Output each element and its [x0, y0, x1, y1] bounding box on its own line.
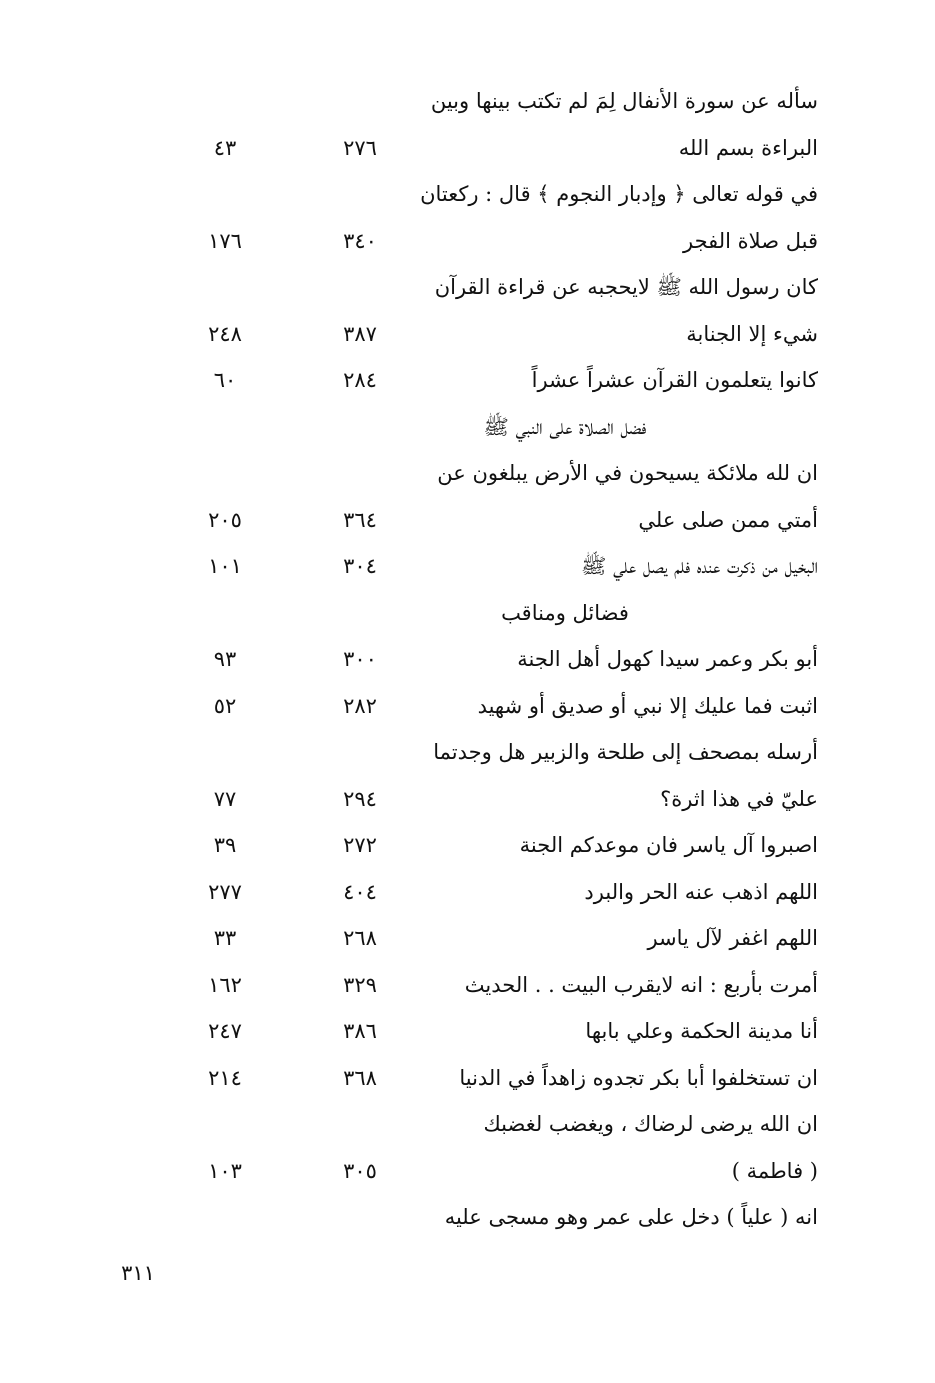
entry-page-ref: ٢٩٤: [343, 786, 377, 811]
entry-page-ref: ٣٦٨: [343, 1065, 377, 1090]
index-row: [0, 729, 935, 775]
entry-text: كان رسول الله ﷺ لايحجبه عن قراءة القرآن: [434, 275, 818, 299]
entry-hadith-number: ١٧٦: [208, 228, 242, 253]
index-row: [0, 78, 935, 124]
page-number: ٣١١: [121, 1261, 155, 1285]
index-row: [0, 125, 935, 171]
entry-text: انه ( علياً ) دخل على عمر وهو مسجى عليه: [444, 1205, 818, 1229]
entry-text: أبو بكر وعمر سيدا كهول أهل الجنة: [517, 647, 818, 671]
entry-hadith-number: ٢٠٥: [208, 507, 242, 532]
entry-hadith-number: ٦٠: [213, 368, 237, 392]
entry-hadith-number: ١٠١: [208, 554, 242, 578]
index-row: [0, 450, 935, 496]
entry-text: أمرت بأربع : انه لايقرب البيت . . الحديث: [464, 972, 818, 997]
entry-text: ان لله ملائكة يسيحون في الأرض يبلغون عن: [437, 461, 818, 485]
entry-page-ref: ٣٨٦: [343, 1019, 377, 1043]
entry-hadith-number: ٩٣: [213, 647, 237, 671]
index-row: [0, 683, 935, 729]
entry-page-ref: ٣٠٠: [343, 647, 377, 671]
entry-hadith-number: ٢٧٧: [208, 879, 242, 904]
index-row: [0, 497, 935, 543]
index-row: [0, 1148, 935, 1194]
entry-page-ref: ٢٧٦: [343, 135, 377, 160]
entry-text: اللهم اغفر لآل ياسر: [647, 926, 818, 950]
index-row: [0, 311, 935, 357]
index-row: [0, 218, 935, 264]
entry-hadith-number: ٢١٤: [208, 1065, 242, 1090]
index-row: [0, 776, 935, 822]
entry-hadith-number: ٤٣: [213, 135, 237, 160]
entry-hadith-number: ١٦٢: [208, 972, 242, 997]
entry-text: سأله عن سورة الأنفال لِمَ لم تكتب بينها وبين: [430, 89, 818, 113]
entry-hadith-number: ٢٤٨: [208, 321, 242, 346]
entry-text: قبل صلاة الفجر: [683, 228, 818, 253]
entry-text: البخيل من ذكرت عنده فلم يصل علي ﷺ: [581, 554, 818, 578]
entry-text: أرسله بمصحف إلى طلحة والزبير هل وجدتما: [433, 740, 818, 764]
entry-page-ref: ٣٠٤: [343, 554, 377, 578]
entry-text: اصبروا آل ياسر فان موعدكم الجنة: [519, 833, 818, 857]
entry-text: عليّ في هذا اثرة؟: [660, 786, 818, 811]
entry-page-ref: ٤٠٤: [343, 879, 377, 904]
index-row: [0, 915, 935, 961]
section-heading-row: [0, 404, 935, 450]
entry-page-ref: ٣٢٩: [343, 972, 377, 997]
entry-hadith-number: ٢٤٧: [208, 1019, 242, 1043]
entry-text: البراءة بسم الله: [678, 135, 818, 160]
index-row: [0, 543, 935, 589]
entry-page-ref: ٢٧٢: [343, 833, 377, 857]
entry-hadith-number: ١٠٣: [208, 1158, 242, 1183]
entry-text: في قوله تعالى ﴿ وإدبار النجوم ﴾ قال : ركعتان: [420, 182, 818, 206]
index-row: [0, 1194, 935, 1240]
section-heading-row: [0, 590, 935, 636]
entry-text: اللهم اذهب عنه الحر والبرد: [584, 879, 818, 904]
entry-page-ref: ٣٤٠: [343, 228, 377, 253]
entry-text: اثبت فما عليك إلا نبي أو صديق أو شهيد: [477, 693, 818, 718]
index-row: [0, 1008, 935, 1054]
index-row: [0, 962, 935, 1008]
entry-text: ان الله يرضى لرضاك ، ويغضب لغضبك: [483, 1112, 818, 1136]
entry-page-ref: ٢٦٨: [343, 926, 377, 950]
entry-hadith-number: ٧٧: [213, 786, 237, 811]
index-row: [0, 636, 935, 682]
index-row: [0, 357, 935, 403]
entry-page-ref: ٣٠٥: [343, 1158, 377, 1183]
entry-text: كانوا يتعلمون القرآن عشراً عشراً: [531, 368, 818, 392]
index-row: [0, 822, 935, 868]
entry-hadith-number: ٣٩: [213, 833, 237, 857]
entry-text: أنا مدينة الحكمة وعلي بابها: [585, 1019, 818, 1043]
entry-page-ref: ٢٨٢: [343, 693, 377, 718]
index-row: [0, 1101, 935, 1147]
index-row: [0, 171, 935, 217]
entry-page-ref: ٣٨٧: [343, 321, 377, 346]
section-heading: فضل الصلاة على النبي ﷺ: [483, 414, 647, 439]
index-row: [0, 264, 935, 310]
entry-hadith-number: ٣٣: [213, 926, 237, 950]
entry-text: شيء إلا الجنابة: [686, 321, 818, 346]
entry-text: ( فاطمة ): [731, 1158, 818, 1183]
entry-page-ref: ٢٨٤: [343, 368, 377, 392]
entry-hadith-number: ٥٢: [213, 693, 237, 718]
index-row: [0, 1055, 935, 1101]
section-heading: فضائل ومناقب: [501, 600, 629, 625]
entry-page-ref: ٣٦٤: [343, 507, 377, 532]
entry-text: ان تستخلفوا أبا بكر تجدوه زاهداً في الدنيا: [459, 1065, 818, 1090]
entry-text: أمتي ممن صلى علي: [638, 507, 818, 532]
index-row: [0, 869, 935, 915]
